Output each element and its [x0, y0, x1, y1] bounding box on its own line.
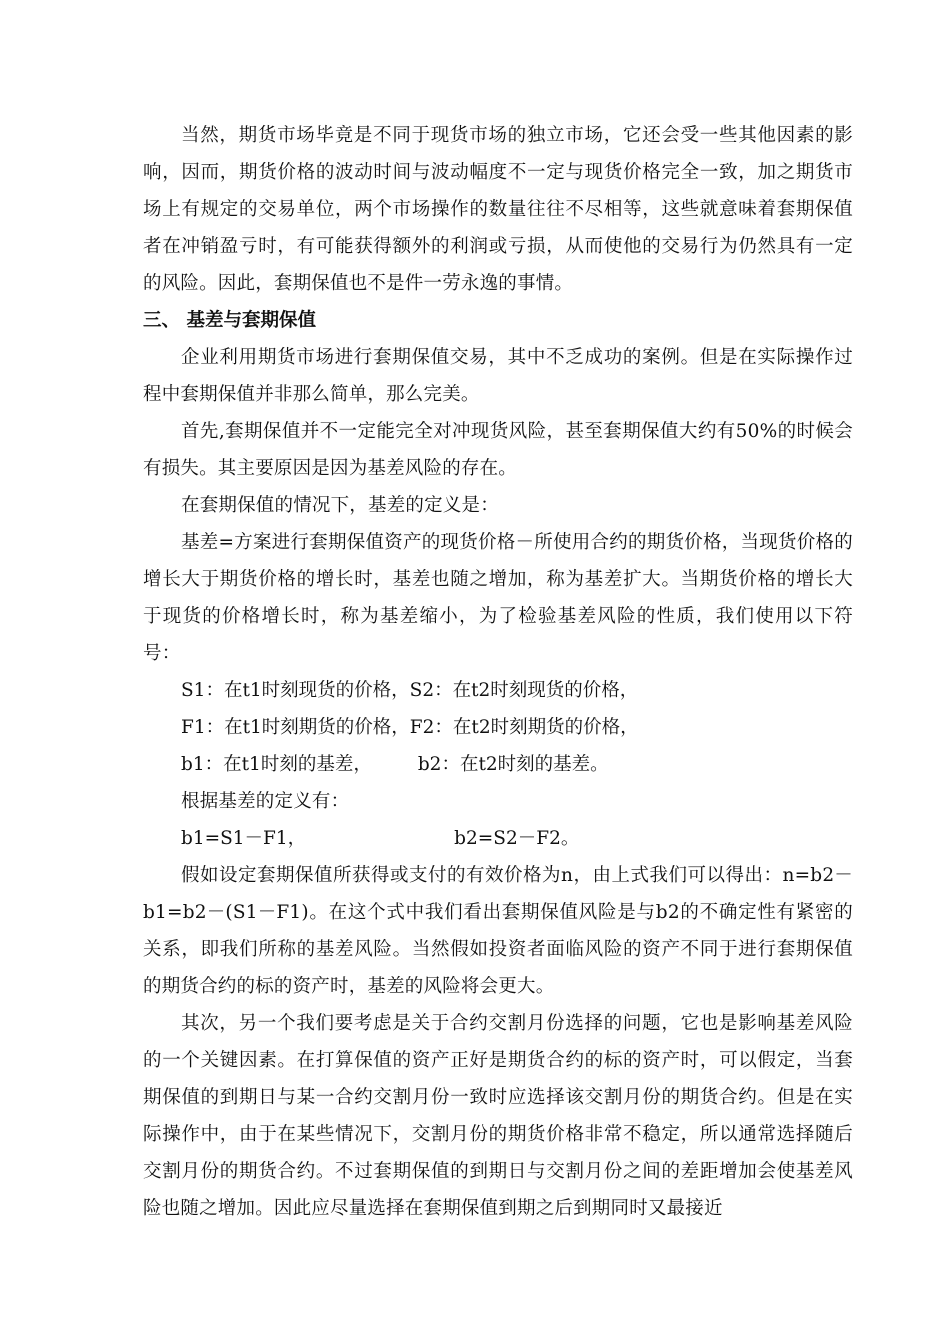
paragraph-hedging-intro: 企业利用期货市场进行套期保值交易，其中不乏成功的案例。但是在实际操作过程中套期保值并非那么简单，那么完美。	[143, 347, 853, 405]
paragraph-delivery-month: 其次，另一个我们要考虑是关于合约交割月份选择的问题，它也是影响基差风险的一个关键因素。在打算保值的资产正好是期货合约的标的资产时，可以假定，当套期保值的到期日与某一合约交割月份一致时应选择该交割月份的期货合约。但是在实际操作中，由于在某些情况下，交割月份的期货价格非常不稳定，所以通常选择随后交割月份的期货合约。不过套期保值的到期日与交割月份之间的差距增加会使基差风险也随之增加。因此应尽量选择在套期保值到期之后到期同时又最接近	[143, 1013, 853, 1219]
symbol-line-futures: F1：在t1时刻期货的价格，F2：在t2时刻期货的价格，	[181, 717, 639, 738]
symbol-line-spot: S1：在t1时刻现货的价格，S2：在t2时刻现货的价格，	[181, 680, 639, 701]
symbol-b1: b1：在t1时刻的基差，	[181, 754, 372, 775]
section-heading: 三、 基差与套期保值	[143, 310, 316, 331]
equation-line	[143, 820, 853, 857]
paragraph-basis-definition: 基差=方案进行套期保值资产的现货价格－所使用合约的期货价格，当现货价格的增长大于期货价格的增长时，基差也随之增加，称为基差扩大。当期货价格的增长大于现货的价格增长时，称为基差缩小，为了检验基差风险的性质，我们使用以下符号：	[143, 532, 853, 664]
paragraph-uncertainty: 当然，期货市场毕竟是不同于现货市场的独立市场，它还会受一些其他因素的影响，因而，期货价格的波动时间与波动幅度不一定与现货价格完全一致，加之期货市场上有规定的交易单位，两个市场操作的数量往往不尽相等，这些就意味着套期保值者在冲销盈亏时，有可能获得额外的利润或亏损，从而使他的交易行为仍然具有一定的风险。因此，套期保值也不是件一劳永逸的事情。	[143, 125, 853, 294]
paragraph-effective-price: 假如设定套期保值所获得或支付的有效价格为n，由上式我们可以得出：n=b2－b1=b2－(S1－F1)。在这个式中我们看出套期保值风险是与b2的不确定性有紧密的关系，即我们所称的基差风险。当然假如投资者面临风险的资产不同于进行套期保值的期货合约的标的资产时，基差的风险将会更大。	[143, 865, 853, 997]
equation-b1: b1=S1－F1，	[181, 828, 307, 849]
symbol-b2: b2：在t2时刻的基差。	[417, 754, 609, 775]
paragraph-basis-risk: 首先,套期保值并不一定能完全对冲现货风险，甚至套期保值大约有50%的时候会有损失。其主要原因是因为基差风险的存在。	[143, 421, 853, 479]
paragraph-by-definition: 根据基差的定义有：	[181, 791, 350, 812]
equation-b2: b2=S2－F2。	[454, 828, 580, 849]
document-page	[143, 117, 853, 1227]
paragraph-basis-definition-intro: 在套期保值的情况下，基差的定义是：	[181, 495, 499, 516]
symbol-line-basis	[143, 746, 853, 783]
